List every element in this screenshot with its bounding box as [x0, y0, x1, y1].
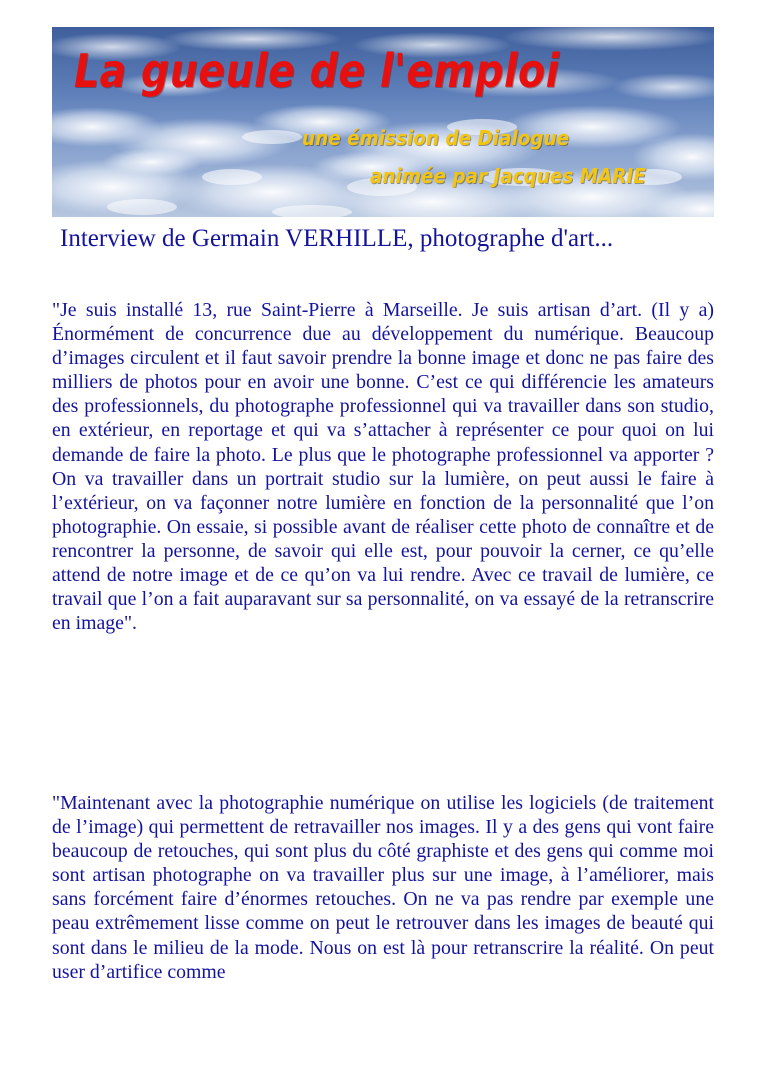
header-banner	[52, 27, 714, 217]
article-paragraph-2: "Maintenant avec la photographie numérique on utilise les logiciels (de traitement de l’image) qui permettent de retravailler nos images. Il y a des gens qui vont faire beaucoup de retouches, qui sont plus du côté graphiste et des gens qui comme moi sont artisan photographe on va travailler plus sur une image, à l’améliorer, mais sans forcément faire d’énormes retouches. On ne va pas rendre par exemple une peau extrêmement lisse comme on peut le retrouver dans les images de beauté qui sont dans le milieu de la mode. Nous on est là pour retranscrire la réalité. On peut user d’artifice comme	[52, 792, 714, 983]
article-heading: Interview de Germain VERHILLE, photographe d'art...	[60, 225, 614, 252]
show-title: La gueule de l'emploi	[74, 44, 560, 98]
article-paragraph-1: "Je suis installé 13, rue Saint-Pierre à Marseille. Je suis artisan d’art. (Il y a) Énormément de concurrence due au développement du numérique. Beaucoup d’images circulent et il faut savoir prendre la bonne image et donc ne pas faire des milliers de photos pour en avoir une bonne. C’est ce qui différencie les amateurs des professionnels, du photographe professionnel qui va travailler dans son studio, en extérieur, en reportage et qui va s’attacher à représenter ce pour quoi on lui demande de faire la photo. Le plus que le photographe professionnel va apporter ? On va travailler dans un portrait studio sur la lumière, on peut aussi le faire à l’extérieur, on va façonner notre lumière en fonction de la personnalité que l’on photographie. On essaie, si possible avant de réaliser cette photo de connaître et de rencontrer la personne, de savoir qui elle est, pour pouvoir la cerner, ce qu’elle attend de notre image et de ce qu’on va lui rendre. Avec ce travail de lumière, ce travail que l’on a fait auparavant sur sa personnalité, on va essayé de la retranscrire en image".	[52, 299, 714, 635]
show-subtitle: une émission de Dialogue	[302, 126, 570, 150]
show-host: animée par Jacques MARIE	[370, 164, 646, 188]
